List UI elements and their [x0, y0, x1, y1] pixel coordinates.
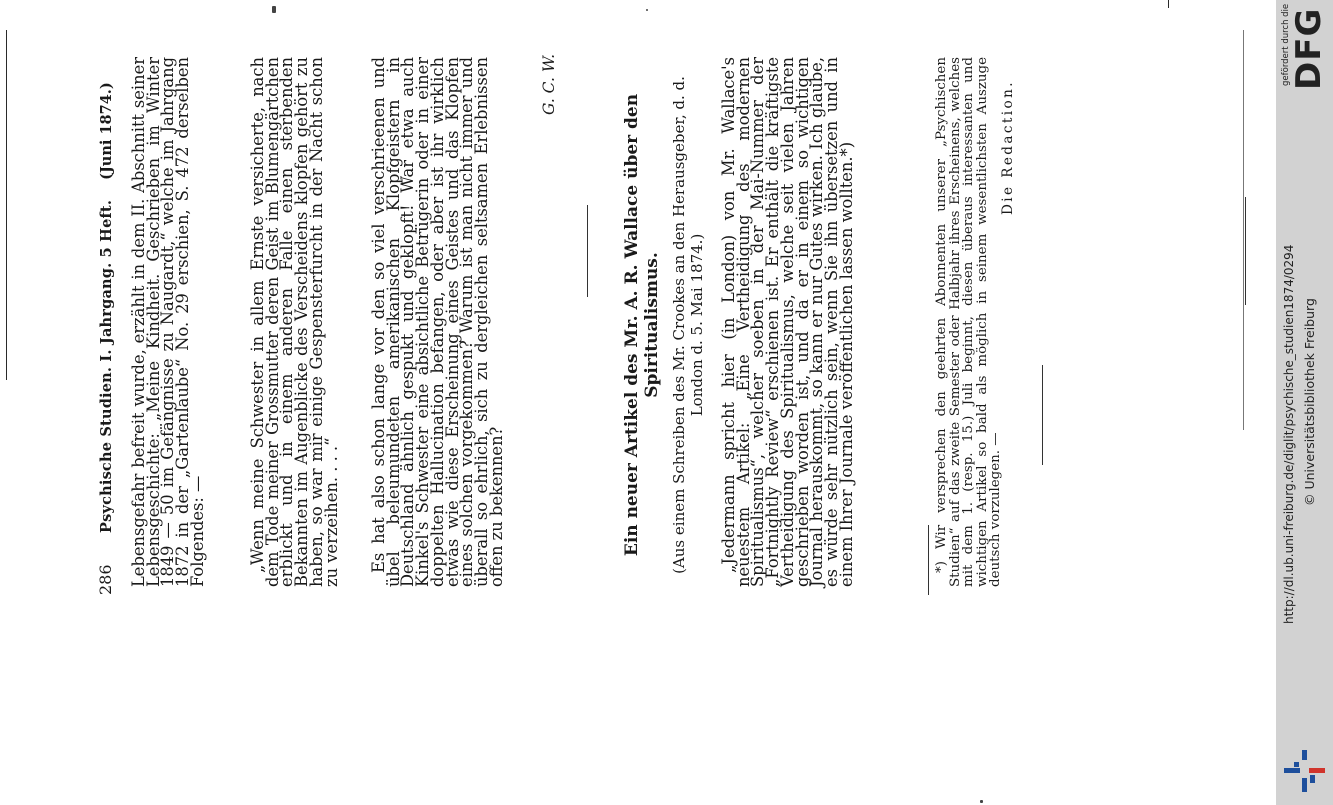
permalink-url[interactable]: http://dl.ub.uni-freiburg.de/diglit/psychische_studien1874/0294 [1282, 244, 1296, 624]
footnote: *) Wir versprechen den geehrten Abonnenten unserer „Psychischen Studien“ auf das zweite Semester oder Halbjahr ihres Erscheinens, welches mit dem 1. (resp. 15.) Juli beginnt, diesen überaus interessanten und wichtigen Artikel so bald als möglich in seinem wesentlichsten Auszuge deutsch vorzulegen. — [934, 57, 1003, 587]
paragraph: „Wenn meine Schwester in allem Ernste versicherte, nach dem Tode meiner Grossmutter deren Geist im Blumengärtchen erblickt und in einem anderen Falle einen sterbenden Bekannten im Augenblicke des Verscheidens klopfen gehört zu haben, so war mir einige Gespensterfurcht in der Nacht schon zu verzeihen. . . .“ [248, 57, 341, 587]
library-sidebar [1276, 0, 1333, 805]
university-logo-icon [1282, 748, 1328, 794]
funding-note: gefördert durch die [1281, 3, 1291, 86]
paragraph: Lebensgefahr befreit wurde, erzählt in dem II. Abschnitt seiner Lebensgeschichte: „Meine Kindheit. Geschrieben im Winter 1849 — 50 im Gefängnisse zu Naugardt,“ welche im Jahrgang 1872 in der „Gartenlaube“ No. 29 erschien, S. 472 derselben Folgendes: — [129, 57, 207, 587]
issue-date: (Juni 1874.) [98, 82, 115, 180]
running-header [96, 75, 115, 595]
journal-title: Psychische Studien. I. Jahrgang. 5 Heft. [98, 199, 115, 533]
section-divider [587, 205, 588, 297]
article-title: Ein neuer Artikel des Mr. A. R. Wallace über den Spiritualismus. [622, 93, 662, 557]
article-body: „Jedermann spricht hier (in London) von Mr. Wallace's neuestem Artikel: „Eine Vertheidigung des modernen Spiritualismus“, welcher soeben in der Mai-Nummer der „Fortnightly Review“ erschienen ist. Er enthält die kräftigste Vertheidigung des Spiritualismus, welche seit vielen Jahren geschrieben worden ist, und da er in einem so wichtigen Journal herauskommt, so kann er nur Gutes wirken. Ich glaube, es würde sehr nützlich sein, wenn Sie ihn übersetzen und in einem Ihrer Journale veröffentlichen lassen wollten.*) [719, 57, 856, 587]
dfg-logo: DFG [1289, 7, 1329, 90]
copyright-notice: © Universitätsbibliothek Freiburg [1302, 298, 1317, 506]
page-bottom-rule [1245, 197, 1246, 305]
section-divider [1042, 365, 1043, 465]
footnote-divider [928, 525, 929, 595]
page-number: 286 [96, 564, 115, 595]
author-signature: G. C. W. [540, 54, 558, 115]
paragraph: Es hat also schon lange vor den so viel verschrieenen und übel beleumundeten amerikanischen Klopfgeistern in Deutschland ähnlich gespukt und geklopft! War etwa auch Kinkel's Schwester eine absichtliche Betrügerin oder in einer doppelten Hallucination befangen, oder aber ist ihr wirklich etwas wie diese Erscheinung eines Geistes und das Klopfen eines solchen vorgekommen? Warum ist man nicht immer und überall so ehrlich, sich zu dergleichen seltsamen Erlebnissen offen zu bekennen? [369, 57, 506, 587]
article-subtitle: (Aus einem Schreiben des Mr. Crookes an den Herausgeber, d. d. London d. 5. Mai 1874.) [670, 76, 706, 574]
footnote-signature: Die Redaction. [1000, 80, 1016, 215]
